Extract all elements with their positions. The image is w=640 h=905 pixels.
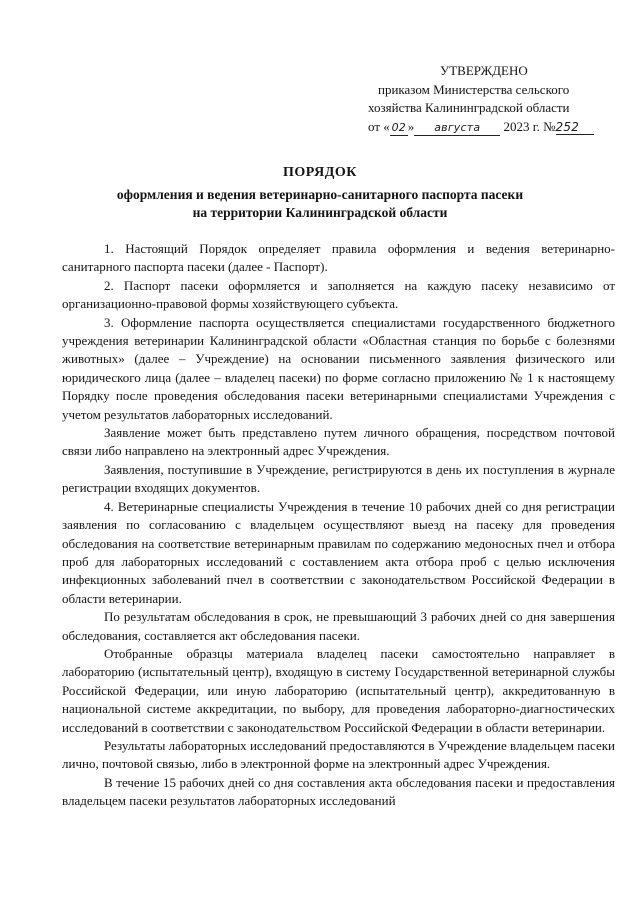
paragraph: Отобранные образцы материала владелец пасеки самостоятельно направляет в лабораторию (испытательный центр), входящую в систему Государственной ветеринарной службы Российской Федерации, или иную лабораторию (испытательный центр), аккредитованную в национальной системе аккредитации, по выбору, для проведения лабораторно-диагностических исследований в соответствии с законодательством Российской Федерации в области ветеринарии. — [62, 645, 615, 735]
subtitle-line-1: оформления и ведения ветеринарно-санитарного паспорта пасеки — [116, 187, 524, 202]
paragraph: По результатам обследования в срок, не превышающий 3 рабочих дней со дня завершения обследования, составляется акт обследования пасеки. — [62, 609, 615, 643]
handwritten-day: 02 — [391, 120, 406, 134]
handwritten-order-number: 252 — [556, 120, 594, 135]
subtitle-line-2: на территории Калининградской области — [192, 205, 448, 220]
paragraph: В течение 15 рабочих дней со дня составления акта обследования пасеки и предоставления владельцем пасеки результатов лабораторных исследований — [62, 774, 615, 809]
paragraph: 2. Паспорт пасеки оформляется и заполняется на каждую пасеку независимо от организационно-правовой формы хозяйствующего субъекта. — [62, 277, 615, 312]
document-title: ПОРЯДОК — [283, 165, 357, 180]
paragraph: 4. Ветеринарные специалисты Учреждения в течение 10 рабочих дней со дня регистрации заявления по согласованию с владельцем осуществляют выезд на пасеку для проведения обследования на соответствие ветеринарным правилам по содержанию медоносных пчел и отбора проб для лабораторных исследований с составлением акта отбора проб с целью исключения инфекционных заболеваний пчел в соответствии с законодательством Российской Федерации в области ветеринарии. — [62, 498, 615, 606]
date-year: 2023 г. № — [503, 118, 556, 134]
paragraph: Заявление может быть представлено путем личного обращения, посредством почтовой связи либо направлено на электронный адрес Учреждения. — [62, 425, 615, 459]
document-subtitle — [0, 186, 640, 222]
paragraph: Результаты лабораторных исследований предоставляются в Учреждение владельцем пасеки лично, почтовой связью, либо в электронной форме на электронный адрес Учреждения. — [62, 737, 615, 772]
approval-header: УТВЕРЖДЕНО — [440, 63, 528, 78]
date-day-close: » — [407, 118, 415, 134]
approval-date-line — [368, 118, 618, 137]
handwritten-month: августа — [414, 121, 500, 136]
approval-ministry-line: хозяйства Калининградской области — [368, 100, 570, 115]
approval-order-line: приказом Министерства сельского — [378, 81, 570, 97]
paragraph: 3. Оформление паспорта осуществляется специалистами государственного бюджетного учреждения ветеринарии Калининградской области «Областная станция по борьбе с болезнями животных» (далее – Учреждение) на основании письменного заявления физического или юридического лица (далее – владелец пасеки) по форме согласно приложению № 1 к настоящему Порядку после проведения обследования пасеки ветеринарными специалистами Учреждения с учетом результатов лабораторных исследований. — [62, 314, 615, 422]
approval-stamp — [368, 62, 618, 136]
paragraph: 1. Настоящий Порядок определяет правила оформления и ведения ветеринарно-санитарного паспорта пасеки (далее - Паспорт). — [62, 241, 615, 275]
paragraph: Заявления, поступившие в Учреждение, регистрируются в день их поступления в журнале регистрации входящих документов. — [62, 461, 615, 496]
document-body — [62, 240, 615, 811]
date-prefix: от « — [368, 118, 390, 134]
